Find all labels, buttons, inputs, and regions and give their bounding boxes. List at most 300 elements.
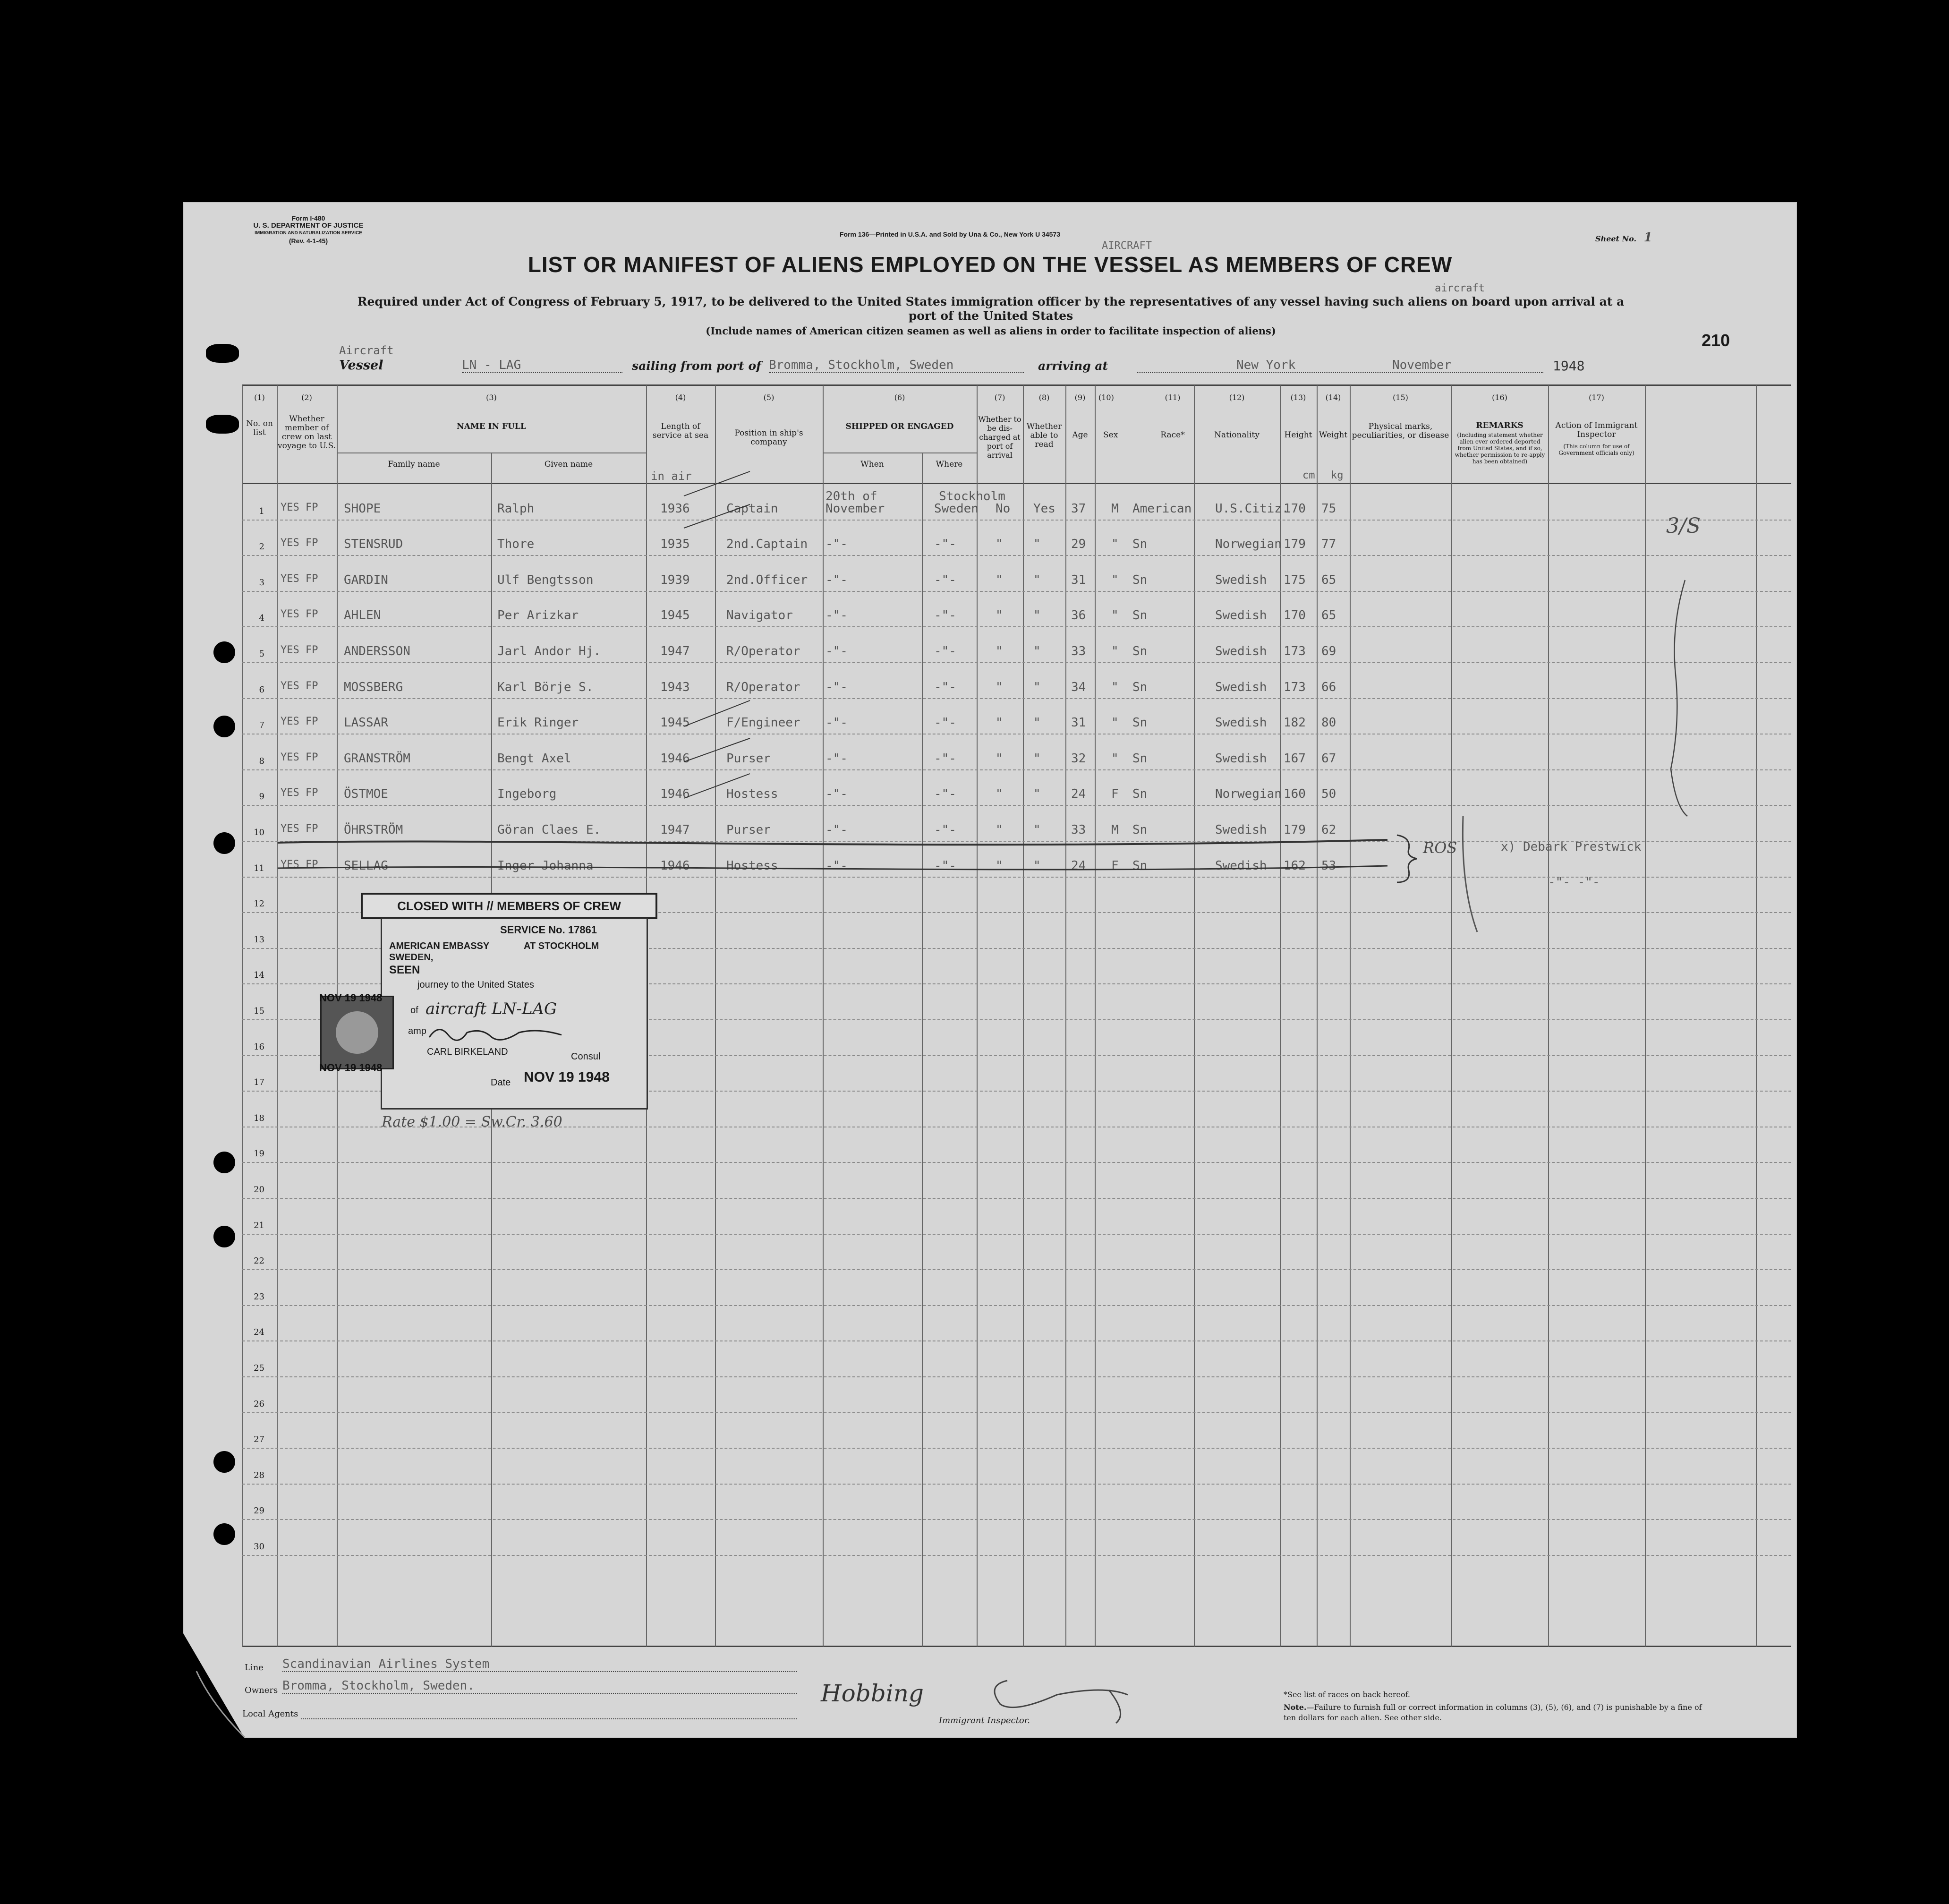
cell-height: 179 (1284, 823, 1306, 837)
stamp-date: NOV 19 1948 (524, 1069, 610, 1085)
inspector-mark: 3/S (1666, 514, 1701, 538)
cell-when: -"- (826, 823, 848, 837)
cell-age: 24 (1071, 787, 1086, 802)
cell-nationality: Swedish (1215, 858, 1267, 873)
cell-family: GARDIN (344, 572, 388, 587)
cell-where: -"- (934, 751, 956, 766)
cell-given: Göran Claes E. (497, 823, 601, 837)
arriving-at: New York (1137, 358, 1543, 373)
col-number: (6) (894, 393, 905, 402)
cell-family: SHOPE (344, 501, 381, 516)
cell-sex: F (1111, 858, 1119, 873)
cell-nationality: Swedish (1215, 823, 1267, 837)
cell-weight: 75 (1321, 501, 1336, 516)
cell-read: " (1033, 572, 1041, 587)
header-shipped: SHIPPED OR ENGAGED (845, 422, 954, 431)
cell-position: 2nd.Captain (726, 537, 808, 552)
cell-race: Sn (1132, 823, 1148, 837)
cell-height: 173 (1284, 680, 1306, 694)
cell-height: 162 (1284, 858, 1306, 873)
cell-nationality: Norwegian (1215, 537, 1282, 552)
department: U. S. DEPARTMENT OF JUSTICE (253, 222, 364, 230)
cell-age: 32 (1071, 751, 1086, 766)
cell-weight: 65 (1321, 608, 1336, 623)
cell-given: Inger Johanna (497, 858, 594, 873)
row-number: 8 (259, 756, 264, 766)
row-number: 10 (254, 828, 264, 837)
cell-where: -"- (934, 858, 956, 873)
cell-when: -"- (826, 787, 848, 802)
cell-read: " (1033, 858, 1041, 873)
cell-service: 1943 (660, 680, 690, 694)
kg-unit: kg (1331, 470, 1344, 481)
cell-crew: YES FP (281, 751, 318, 763)
cell-where: -"- (934, 537, 956, 552)
cell-crew: YES FP (281, 608, 318, 621)
form-revision: (Rev. 4-1-45) (289, 237, 328, 245)
header-given-name: Given name (544, 460, 593, 469)
cell-family: STENSRUD (344, 537, 403, 552)
cell-given: Jarl Andor Hj. (497, 644, 601, 658)
sheet-value: 1 (1643, 231, 1652, 245)
cell-service: 1935 (660, 537, 690, 552)
cell-weight: 67 (1321, 751, 1336, 766)
row-number: 26 (254, 1399, 264, 1409)
cell-where: -"- (934, 787, 956, 802)
cell-where: -"- (934, 823, 956, 837)
cell-age: 34 (1071, 680, 1086, 694)
cell-discharged: No (996, 501, 1011, 516)
cell-race: Sn (1132, 537, 1148, 552)
cell-race: Sn (1132, 608, 1148, 623)
cell-race: Sn (1132, 716, 1148, 730)
cell-age: 33 (1071, 823, 1086, 837)
cell-discharged: " (996, 787, 1003, 802)
cell-read: " (1033, 537, 1041, 552)
cell-given: Erik Ringer (497, 716, 579, 730)
cell-read: " (1033, 716, 1041, 730)
cell-height: 182 (1284, 716, 1306, 730)
sheet-label: Sheet No. (1595, 234, 1637, 243)
row-number: 28 (254, 1470, 264, 1480)
header-position: Position in ship's company (734, 428, 803, 447)
col-number: (17) (1589, 393, 1604, 402)
row-number: 27 (254, 1434, 264, 1445)
cell-nationality: Swedish (1215, 572, 1267, 587)
cell-service: 1945 (660, 608, 690, 623)
embassy-name: AMERICAN EMBASSY (389, 941, 490, 951)
header-physical: Physical marks, peculiarities, or disease (1352, 422, 1449, 440)
cell-given: Ralph (497, 501, 535, 516)
page-title: LIST OR MANIFEST OF ALIENS EMPLOYED ON THE VESSEL AS MEMBERS OF CREW (528, 252, 1453, 277)
consul-title: Consul (571, 1051, 601, 1062)
cell-when: -"- (826, 608, 848, 623)
cell-read: " (1033, 751, 1041, 766)
cell-weight: 50 (1321, 787, 1336, 802)
cell-sex: M (1111, 823, 1119, 837)
service-number: SERVICE No. 17861 (500, 924, 597, 936)
cell-when: -"- (826, 572, 848, 587)
cell-discharged: " (996, 537, 1003, 552)
row-number: 25 (254, 1363, 264, 1373)
cell-crew: YES FP (281, 858, 318, 871)
header-name: NAME IN FULL (457, 422, 526, 431)
row-number: 9 (259, 792, 264, 802)
cell-position: Captain (726, 501, 778, 516)
row-number: 30 (254, 1542, 264, 1552)
page-number: 210 (1702, 331, 1730, 350)
footer-line-label: Line (245, 1663, 264, 1673)
header-member: Whether member of crew on last voyage to U.S. (278, 414, 336, 451)
cell-when: -"- (826, 716, 848, 730)
cell-discharged: " (996, 608, 1003, 623)
cell-family: ÖHRSTRÖM (344, 823, 403, 837)
punch-hole (206, 415, 239, 434)
cell-where: Sweden (934, 501, 979, 516)
cell-weight: 69 (1321, 644, 1336, 658)
cell-read: " (1033, 787, 1041, 802)
cell-height: 160 (1284, 787, 1306, 802)
cell-nationality: Swedish (1215, 644, 1267, 658)
note-label: Note. (1284, 1703, 1307, 1712)
cell-service: 1946 (660, 787, 690, 802)
embassy-location: AT STOCKHOLM (524, 941, 599, 951)
header-age: Age (1072, 430, 1088, 440)
cell-weight: 65 (1321, 572, 1336, 587)
date-label: Date (491, 1077, 511, 1088)
first-row-when-extra: 20th of (826, 489, 877, 504)
journey-text: journey to the United States (417, 980, 534, 990)
col-number: (9) (1074, 393, 1086, 402)
cell-discharged: " (996, 644, 1003, 658)
col-number: (4) (675, 393, 686, 402)
row-number: 13 (254, 934, 264, 945)
cell-crew: YES FP (281, 644, 318, 656)
header-action-note: (This column for use of Government officials only) (1558, 443, 1634, 456)
row-number: 12 (254, 899, 264, 909)
printer-line: Form 136—Printed in U.S.A. and Sold by Una & Co., New York U 34573 (840, 231, 1061, 238)
remark-row-11: -"- -"- (1548, 875, 1600, 889)
cell-crew: YES FP (281, 716, 318, 728)
in-air-note: in air (651, 470, 692, 483)
cell-position: Navigator (726, 608, 793, 623)
cell-weight: 62 (1321, 823, 1336, 837)
sailing-from: Bromma, Stockholm, Sweden (769, 358, 1024, 373)
cell-family: ANDERSSON (344, 644, 410, 658)
races-note: *See list of races on back hereof. (1284, 1690, 1411, 1699)
cell-where: -"- (934, 572, 956, 587)
aircraft-handwritten: aircraft LN-LAG (426, 999, 557, 1018)
col-number: (7) (994, 393, 1005, 402)
cell-when: -"- (826, 751, 848, 766)
cell-service: 1939 (660, 572, 690, 587)
cell-position: Hostess (726, 858, 778, 873)
cell-sex: " (1111, 716, 1119, 730)
cell-race: Sn (1132, 572, 1148, 587)
header-height: Height (1284, 430, 1312, 440)
cell-given: Bengt Axel (497, 751, 571, 766)
cell-sex: F (1111, 787, 1119, 802)
cell-weight: 53 (1321, 858, 1336, 873)
cell-nationality: Swedish (1215, 716, 1267, 730)
header-when: When (860, 460, 884, 469)
aircraft-typed: aircraft (1435, 282, 1485, 294)
fee-stamp-date-top: NOV 19 1948 (319, 992, 383, 1004)
folded-corner (183, 1633, 254, 1742)
cell-service: 1945 (660, 716, 690, 730)
row-number: 16 (254, 1042, 264, 1052)
closed-stamp: CLOSED WITH // MEMBERS OF CREW (361, 893, 657, 919)
cell-age: 36 (1071, 608, 1086, 623)
cell-position: 2nd.Officer (726, 572, 808, 587)
cell-read: Yes (1033, 501, 1055, 516)
cell-race: Sn (1132, 751, 1148, 766)
cell-family: ÖSTMOE (344, 787, 388, 802)
cell-age: 31 (1071, 572, 1086, 587)
punch-hole (213, 1152, 235, 1173)
cell-family: AHLEN (344, 608, 381, 623)
cell-height: 175 (1284, 572, 1306, 587)
cell-nationality: Swedish (1215, 751, 1267, 766)
cell-age: 31 (1071, 716, 1086, 730)
first-row-where-extra: Stockholm (939, 489, 1005, 504)
row-number: 6 (259, 684, 264, 695)
footer-owners-label: Owners (245, 1685, 278, 1695)
vessel-label: Vessel (339, 358, 383, 373)
row-number: 24 (254, 1327, 264, 1338)
row-number: 19 (254, 1149, 264, 1159)
cell-given: Karl Börje S. (497, 680, 594, 694)
embassy-country: SWEDEN, (389, 952, 434, 963)
row-number: 17 (254, 1077, 264, 1088)
cell-crew: YES FP (281, 787, 318, 799)
cell-when: -"- (826, 858, 848, 873)
cell-position: R/Operator (726, 644, 800, 658)
cell-age: 33 (1071, 644, 1086, 658)
cell-given: Per Arizkar (497, 608, 579, 623)
header-discharged: Whether to be dis-charged at port of arrival (978, 415, 1021, 460)
punch-hole (213, 1523, 235, 1545)
row-number: 15 (254, 1006, 264, 1016)
col-number: (1) (254, 393, 265, 402)
consul-name: CARL BIRKELAND (427, 1047, 508, 1057)
cell-nationality: Norwegian (1215, 787, 1282, 802)
col-number: (10) (1098, 393, 1114, 402)
row-number: 20 (254, 1185, 264, 1195)
cell-position: R/Operator (726, 680, 800, 694)
col-number: (14) (1325, 393, 1341, 402)
cell-sex: M (1111, 501, 1119, 516)
cell-age: 29 (1071, 537, 1086, 552)
row-number: 2 (259, 542, 264, 552)
punch-hole (206, 344, 239, 363)
row-number: 3 (259, 577, 264, 588)
consular-stamp (381, 918, 648, 1110)
header-sex: Sex (1103, 430, 1118, 440)
fee-note: Rate $1.00 = Sw.Cr. 3.60 (382, 1114, 562, 1130)
cell-weight: 66 (1321, 680, 1336, 694)
cell-family: LASSAR (344, 716, 388, 730)
footer-note (1284, 1702, 1709, 1723)
aircraft-overprint: AIRCRAFT (1102, 240, 1152, 252)
cell-when: -"- (826, 644, 848, 658)
fee-stamp-date-bottom: NOV 19 1948 (319, 1062, 383, 1074)
cell-height: 170 (1284, 501, 1306, 516)
cell-height: 167 (1284, 751, 1306, 766)
cell-race: Sn (1132, 787, 1148, 802)
cell-crew: YES FP (281, 501, 318, 513)
punch-hole (213, 716, 235, 737)
cell-height: 170 (1284, 608, 1306, 623)
cell-race: American (1132, 501, 1192, 516)
cell-given: Thore (497, 537, 535, 552)
cell-age: 24 (1071, 858, 1086, 873)
form-number: Form I-480 (291, 214, 325, 222)
header-nationality: Nationality (1214, 430, 1260, 440)
consul-signature (425, 1018, 566, 1047)
footer-line-value: Scandinavian Airlines System (282, 1657, 797, 1672)
header-read: Whether able to read (1026, 422, 1062, 449)
cell-sex: " (1111, 751, 1119, 766)
cell-crew: YES FP (281, 537, 318, 549)
cell-position: Purser (726, 823, 771, 837)
col-number: (8) (1038, 393, 1050, 402)
row-number: 21 (254, 1220, 264, 1230)
cell-service: 1947 (660, 644, 690, 658)
cell-service: 1946 (660, 751, 690, 766)
cell-sex: " (1111, 644, 1119, 658)
bracket-initials: ROS (1423, 839, 1457, 857)
cell-age: 37 (1071, 501, 1086, 516)
row-number: 4 (259, 613, 264, 623)
cell-where: -"- (934, 680, 956, 694)
subtitle-port: port of the United States (908, 309, 1073, 323)
cell-height: 179 (1284, 537, 1306, 552)
cell-when: -"- (826, 537, 848, 552)
col-number: (2) (301, 393, 312, 402)
col-number: (15) (1393, 393, 1408, 402)
header-remarks-note: (Including statement whether alien ever ordered deported from United States, and if so, whether permission to re-apply has been obtained) (1455, 432, 1545, 465)
cell-position: F/Engineer (726, 716, 800, 730)
row-number: 1 (259, 506, 264, 516)
cell-when: November (826, 501, 885, 516)
arrival-year: 1948 (1553, 358, 1585, 374)
cell-given: Ingeborg (497, 787, 557, 802)
cell-weight: 77 (1321, 537, 1336, 552)
cell-service: 1947 (660, 823, 690, 837)
inspector-signature: Hobbing (821, 1680, 924, 1707)
footer-owners-value: Bromma, Stockholm, Sweden. (282, 1679, 797, 1694)
inspector-label: Immigrant Inspector. (939, 1716, 1030, 1725)
sailing-label: sailing from port of (632, 359, 761, 373)
remark-row-10: x) Debark Prestwick (1501, 840, 1642, 854)
cell-read: " (1033, 823, 1041, 837)
row-number: 11 (254, 863, 264, 873)
cell-read: " (1033, 608, 1041, 623)
cell-race: Sn (1132, 680, 1148, 694)
aircraft-word: Aircraft (339, 344, 394, 357)
header-service: Length of service at sea (652, 422, 709, 440)
col-number: (11) (1165, 393, 1181, 402)
cell-family: SELLAG (344, 858, 388, 873)
note-text: —Failure to furnish full or correct information in columns (3), (5), (6), and (7) is punishable by a fine of ten dollars for each alien. See other side. (1284, 1703, 1702, 1722)
fee-stamp (320, 996, 394, 1069)
cell-weight: 80 (1321, 716, 1336, 730)
seen-label: SEEN (389, 964, 420, 976)
fee-stamp-seal (336, 1011, 378, 1054)
cell-where: -"- (934, 716, 956, 730)
cell-nationality: Swedish (1215, 680, 1267, 694)
cell-nationality: Swedish (1215, 608, 1267, 623)
cell-race: Sn (1132, 644, 1148, 658)
cell-sex: " (1111, 608, 1119, 623)
cell-family: GRANSTRÖM (344, 751, 410, 766)
cell-sex: " (1111, 680, 1119, 694)
service-name: IMMIGRATION AND NATURALIZATION SERVICE (255, 231, 362, 236)
cell-service: 1936 (660, 501, 690, 516)
cell-service: 1946 (660, 858, 690, 873)
header-weight: Weight (1319, 430, 1348, 440)
arrival-month: November (1392, 358, 1452, 372)
cell-crew: YES FP (281, 823, 318, 835)
cell-discharged: " (996, 572, 1003, 587)
cell-position: Purser (726, 751, 771, 766)
vessel-name: LN - LAG (462, 358, 622, 373)
header-no: No. on list (246, 419, 273, 437)
punch-hole (213, 1226, 235, 1247)
subtitle-include: (Include names of American citizen seamen as well as aliens in order to facilitate inspection of aliens) (706, 325, 1276, 337)
cell-where: -"- (934, 644, 956, 658)
cell-sex: " (1111, 572, 1119, 587)
arriving-label: arriving at (1038, 359, 1108, 373)
cell-position: Hostess (726, 787, 778, 802)
cell-crew: YES FP (281, 680, 318, 692)
row-number: 29 (254, 1506, 264, 1516)
cell-family: MOSSBERG (344, 680, 403, 694)
col-number: (3) (486, 393, 497, 402)
header-remarks: REMARKS (1476, 421, 1523, 430)
cell-crew: YES FP (281, 572, 318, 585)
col-number: (13) (1290, 393, 1306, 402)
header-race: Race* (1160, 430, 1185, 440)
cell-sex: " (1111, 537, 1119, 552)
row-number: 5 (259, 649, 264, 659)
footer-agents-line (301, 1718, 797, 1719)
cm-unit: cm (1302, 470, 1315, 481)
row-number: 18 (254, 1113, 264, 1123)
cell-discharged: " (996, 751, 1003, 766)
row-number: 23 (254, 1291, 264, 1302)
stamp-word: amp (408, 1026, 426, 1036)
cell-discharged: " (996, 680, 1003, 694)
footer-agents-label: Local Agents (242, 1709, 298, 1719)
row-number: 7 (259, 720, 264, 731)
cell-height: 173 (1284, 644, 1306, 658)
row-number: 14 (254, 970, 264, 981)
header-action: Action of Immigrant Inspector (1555, 421, 1638, 439)
col-number: (5) (763, 393, 774, 402)
punch-hole (213, 1451, 235, 1473)
col-number: (12) (1229, 393, 1245, 402)
cell-race: Sn (1132, 858, 1148, 873)
punch-hole (213, 641, 235, 663)
of-label: of (410, 1005, 418, 1016)
cell-discharged: " (996, 858, 1003, 873)
cell-where: -"- (934, 608, 956, 623)
cell-given: Ulf Bengtsson (497, 572, 594, 587)
cell-discharged: " (996, 716, 1003, 730)
header-family-name: Family name (388, 460, 440, 469)
